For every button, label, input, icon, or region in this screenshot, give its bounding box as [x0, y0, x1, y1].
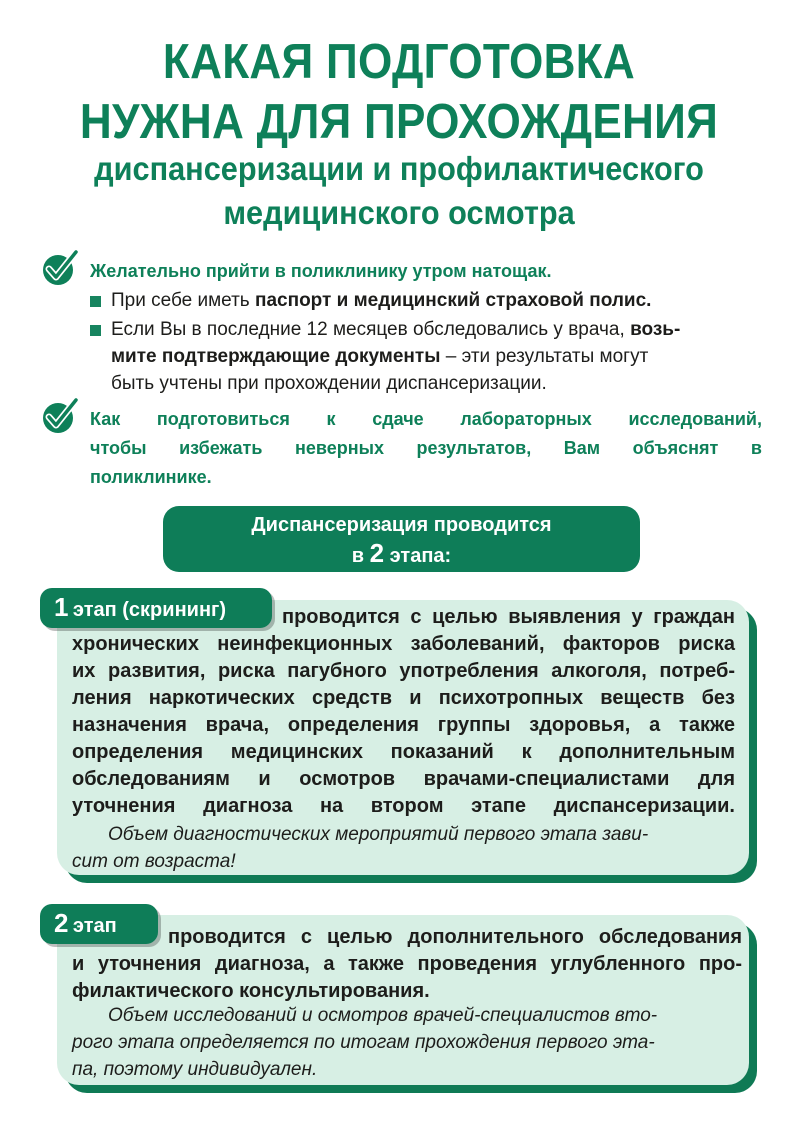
tip-2-line-2: чтобы избежать неверных результатов, Вам объяснят в — [90, 438, 762, 458]
stage-1-line-4: ления наркотических средств и психотропных веществ без — [72, 687, 735, 709]
tip-1-lead: Желательно прийти в поликлинику утром натощак. — [90, 261, 552, 281]
check-icon — [40, 248, 80, 288]
stage-2-note-line-1: Объем исследований и осмотров врачей-специалистов вто- — [108, 1005, 658, 1026]
check-icon — [40, 396, 80, 436]
stage-1-line-8: уточнения диагноза на втором этапе диспансеризации. — [72, 795, 735, 817]
title-line-2: НУЖНА ДЛЯ ПРОХОЖДЕНИЯ — [79, 95, 719, 149]
stage-1-line-5: назначения врача, определения группы здоровья, а также — [72, 714, 735, 736]
stage-1-line-6: определения медицинских показаний к дополнительным — [72, 741, 735, 763]
stage-1-line-2: хронических неинфекционных заболеваний, факторов риска — [72, 633, 735, 655]
stages-banner-line-1: Диспансеризация проводится — [251, 514, 552, 536]
subtitle-line-1: диспансеризации и профилактического — [94, 150, 704, 187]
stage-2-line-2: и уточнения диагноза, а также проведения углубленного про- — [72, 953, 742, 975]
stage-1-note-line-1: Объем диагностических мероприятий первого этапа зави- — [108, 824, 649, 845]
stage-1-line-1: проводится с целью выявления у граждан — [282, 606, 735, 628]
stages-banner — [163, 506, 640, 572]
stage-1-tag: 1 этап (скрининг) — [40, 588, 272, 628]
title-line-1: КАКАЯ ПОДГОТОВКА — [162, 35, 636, 89]
stage-1-line-3: их развития, риска пагубного употребления алкоголя, потреб- — [72, 660, 735, 682]
tip-2-line-3: поликлинике. — [90, 467, 212, 487]
bullet-2-line-1: Если Вы в последние 12 месяцев обследовались у врача, возь- — [111, 319, 681, 340]
stage-1-note-line-2: сит от возраста! — [72, 851, 236, 872]
bullet-square-icon — [90, 296, 101, 307]
bullet-2-line-2: мите подтверждающие документы – эти результаты могут — [111, 346, 649, 367]
tip-2-line-1: Как подготовиться к сдаче лабораторных исследований, — [90, 409, 762, 429]
stage-2-note-line-3: па, поэтому индивидуален. — [72, 1059, 318, 1080]
stage-2-tag: 2 этап — [40, 904, 158, 944]
bullet-square-icon — [90, 325, 101, 336]
subtitle-line-2: медицинского осмотра — [223, 194, 575, 231]
stages-banner-line-2: в 2 этапа: — [351, 538, 452, 568]
stage-1-line-7: обследованиям и осмотров врачами-специалистами для — [72, 768, 735, 790]
stage-2-note-line-2: рого этапа определяется по итогам прохождения первого эта- — [72, 1032, 655, 1053]
stage-2-line-3: филактического консультирования. — [72, 980, 430, 1002]
stage-2-line-1: проводится с целью дополнительного обследования — [168, 926, 742, 948]
bullet-1-text: При себе иметь паспорт и медицинский страховой полис. — [111, 290, 652, 311]
bullet-2-line-3: быть учтены при прохождении диспансеризации. — [111, 373, 547, 394]
